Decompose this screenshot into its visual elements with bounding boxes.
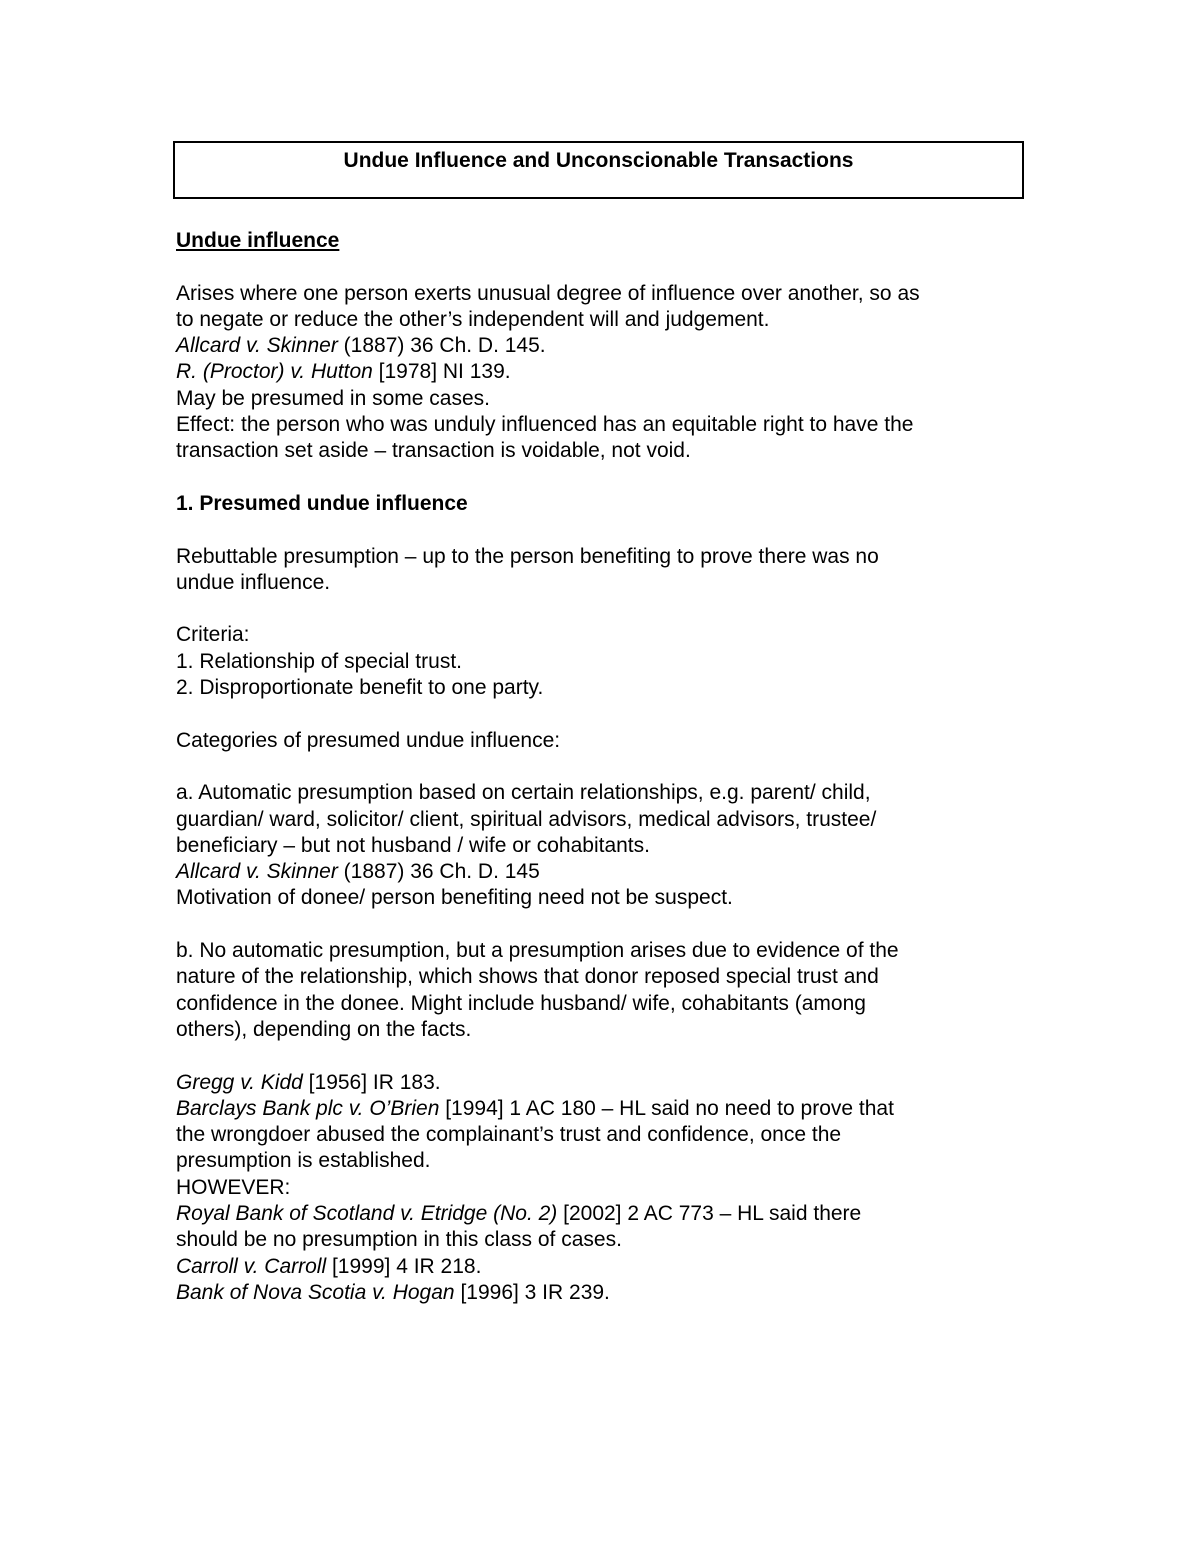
spacer: [176, 254, 1036, 280]
case-name: Allcard v. Skinner: [176, 860, 338, 884]
spacer: [176, 701, 1036, 727]
case-name: Royal Bank of Scotland v. Etridge (No. 2): [176, 1201, 558, 1225]
paragraph-line: nature of the relationship, which shows that donor reposed special trust and: [176, 965, 879, 989]
paragraph-line: Arises where one person exerts unusual degree of influence over another, so as: [176, 281, 920, 305]
paragraph-line: May be presumed in some cases.: [176, 386, 490, 410]
however-label: HOWEVER:: [176, 1175, 291, 1199]
case-reference: [1999] 4 IR 218.: [326, 1254, 482, 1278]
spacer: [176, 517, 1036, 543]
case-name: R. (Proctor) v. Hutton: [176, 360, 373, 384]
paragraph-line: should be no presumption in this class of cases.: [176, 1228, 622, 1252]
case-name: Gregg v. Kidd: [176, 1070, 303, 1094]
case-reference: [1956] IR 183.: [302, 1070, 441, 1094]
document-body: [176, 228, 1036, 1306]
title-box: [173, 141, 1024, 199]
case-citation: [176, 1070, 1036, 1096]
spacer: [176, 912, 1036, 938]
criteria-label: Criteria:: [176, 623, 250, 647]
spacer: [176, 1043, 1036, 1069]
case-reference: (1887) 36 Ch. D. 145: [337, 860, 540, 884]
case-reference: [1994] 1 AC 180 – HL said no need to prove that: [439, 1096, 894, 1120]
case-reference: [2002] 2 AC 773 – HL said there: [557, 1201, 862, 1225]
case-name: Barclays Bank plc v. O’Brien: [176, 1096, 440, 1120]
paragraph-line: beneficiary – but not husband / wife or cohabitants.: [176, 833, 650, 857]
paragraph-line: confidence in the donee. Might include husband/ wife, cohabitants (among: [176, 991, 866, 1015]
case-reference: [1978] NI 139.: [372, 360, 511, 384]
paragraph-line: guardian/ ward, solicitor/ client, spiritual advisors, medical advisors, trustee/: [176, 807, 877, 831]
paragraph-line: to negate or reduce the other’s independent will and judgement.: [176, 307, 770, 331]
spacer: [176, 754, 1036, 780]
criteria-item: 2. Disproportionate benefit to one party.: [176, 676, 544, 700]
case-citation: [176, 1201, 1036, 1227]
paragraph-line: b. No automatic presumption, but a presumption arises due to evidence of the: [176, 939, 899, 963]
spacer: [176, 465, 1036, 491]
case-citation: [176, 333, 1036, 359]
paragraph-line: others), depending on the facts.: [176, 1017, 472, 1041]
paragraph-line: Motivation of donee/ person benefiting need not be suspect.: [176, 886, 733, 910]
paragraph-line: a. Automatic presumption based on certain relationships, e.g. parent/ child,: [176, 781, 871, 805]
subsection-heading: 1. Presumed undue influence: [176, 491, 468, 515]
paragraph-line: Rebuttable presumption – up to the person benefiting to prove there was no: [176, 544, 879, 568]
case-citation: [176, 1280, 1036, 1306]
case-citation: [176, 1096, 1036, 1122]
case-reference: (1887) 36 Ch. D. 145.: [337, 334, 546, 358]
paragraph-line: presumption is established.: [176, 1149, 431, 1173]
paragraph-line: undue influence.: [176, 570, 331, 594]
case-citation: [176, 359, 1036, 385]
spacer: [176, 596, 1036, 622]
paragraph-line: the wrongdoer abused the complainant’s trust and confidence, once the: [176, 1123, 842, 1147]
section-heading: Undue influence: [176, 229, 340, 252]
case-name: Bank of Nova Scotia v. Hogan: [176, 1280, 455, 1304]
document-title: Undue Influence and Unconscionable Transactions: [343, 149, 854, 172]
categories-label: Categories of presumed undue influence:: [176, 728, 561, 752]
paragraph-line: Effect: the person who was unduly influenced has an equitable right to have the: [176, 413, 914, 437]
case-reference: [1996] 3 IR 239.: [454, 1280, 610, 1304]
criteria-item: 1. Relationship of special trust.: [176, 649, 462, 673]
case-citation: [176, 859, 1036, 885]
case-name: Allcard v. Skinner: [176, 334, 338, 358]
case-citation: [176, 1254, 1036, 1280]
paragraph-line: transaction set aside – transaction is voidable, not void.: [176, 439, 691, 463]
case-name: Carroll v. Carroll: [176, 1254, 327, 1278]
